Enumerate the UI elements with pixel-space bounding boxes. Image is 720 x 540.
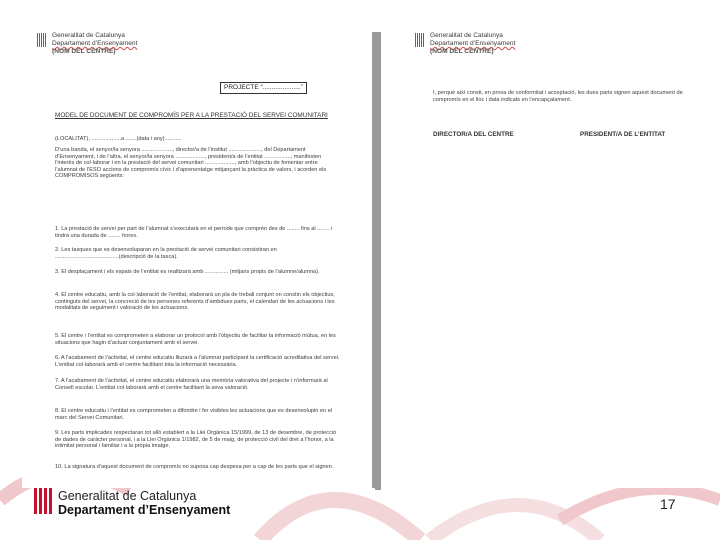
paragraph-3: 3. El desplaçament i els espais de l’entitat es realitzarà amb ............... (mitjans propis de l’alumne/alumna).: [55, 269, 320, 275]
paragraph-1: 1. La prestació de servei per part de l’alumnat s’executarà en el període que comprèn des de ........ fins al ........ i tindrà una durada de ........ hores.: [55, 226, 333, 239]
footer-organization: Generalitat de Catalunya: [58, 489, 197, 503]
left-header-centre: (NOM DEL CENTRE): [52, 48, 116, 55]
paragraph-6: 6. A l’acabament de l’activitat, el centre educatiu lliurarà a l’alumnat participant la certificació acreditativa del servei. L’entitat col·laborarà amb el centre facilitant tota la informació necessària.: [55, 355, 340, 368]
left-header-dept: Departament d’Ensenyament: [52, 40, 138, 47]
project-box: PROJECTE “.....................”: [220, 82, 307, 94]
paragraph-intro: D’una banda, el senyor/la senyora ...................., director/a de l’institut ....................., del Departament d’Ensenyament, i de l’altra, el senyor/la senyora ..................., president/a de l’entitat ................., manifesten l’interès de col·laborar i en la prestació del servei comunitari ..................., amb l’objectiu de fomentar entre l’alumnat de l’ESO accions de compromís cívic i d’aprenentatge mitjançant la pràctica de valors, i acorden els COMPROMISOS següents:: [55, 147, 327, 179]
place-date: (LOCALITAT), ...................a .......(data i any)...........: [55, 136, 182, 142]
right-header-org: Generalitat de Catalunya: [430, 32, 503, 39]
page-number: 17: [660, 496, 676, 512]
right-header-centre: (NOM DEL CENTRE): [430, 48, 494, 55]
gencat-logo-icon: [415, 33, 424, 47]
paragraph-4: 4. El centre educatiu, amb la col·laboració de l’entitat, elaborarà un pla de treball conjunt on constin els objectius, continguts del servei, la concreció de les persones referents d’ambdues parts, el calendari de les actuacions i les modalitats de seguiment i valoració de les actuacions.: [55, 292, 335, 311]
paragraph-9: 9. Les parts implicades respectaran tot allò establert a la Llei Orgànica 15/1999, de 13 de desembre, de protecció de dades de caràcter personal, i a la Llei Orgànica 1/1982, de 5 de maig, de protecció civil del dret a l’honor, a la intimitat personal i familiar i a la pròpia imatge.: [55, 430, 337, 449]
signature-president: PRESIDENT/A DE L’ENTITAT: [580, 131, 666, 138]
gencat-footer-logo-icon: [34, 488, 52, 514]
right-document-page: [400, 28, 700, 488]
paragraph-7: 7. A l’acabament de l’activitat, el centre educatiu elaborarà una memòria valorativa del projecte i n’informarà al Consell escolar. L’entitat col·laborarà amb el centre facilitant la seva valoració.: [55, 378, 328, 391]
paragraph-2: 2. Les tasques que es desenvoluparan en la prestació de servei comunitari consistiran en .........................................(descripció de la tasca).: [55, 247, 277, 260]
left-document-page: [22, 28, 372, 488]
document-title: MODEL DE DOCUMENT DE COMPROMÍS PER A LA PRESTACIÓ DEL SERVEI COMUNITARI: [55, 112, 328, 119]
signature-director: DIRECTOR/A DEL CENTRE: [433, 131, 514, 138]
page-separator: [375, 32, 381, 490]
paragraph-10: 10. La signatura d’aquest document de compromís no suposa cap despesa per a cap de les parts que el signen.: [55, 464, 334, 470]
closing-text: I, perquè així consti, en prova de conformitat i acceptació, les dues parts signen aquest document de compromís en el lloc i data indicats en l’encapçalament.: [433, 90, 683, 103]
right-header-dept: Departament d’Ensenyament: [430, 40, 516, 47]
paragraph-8: 8. El centre educatiu i l’entitat es comprometen a difondre i fer visibles les actuacions que es desenvolupin en el marc del Servei Comunitari.: [55, 408, 333, 421]
paragraph-5: 5. El centre i l’entitat es comprometen a elaborar un protocol amb l’objectiu de facilitar la informació mútua, en les situacions que hagin d’actuar conjuntament amb el servei.: [55, 333, 336, 346]
footer-department: Departament d’Ensenyament: [58, 503, 231, 517]
gencat-logo-icon: [37, 33, 46, 47]
left-header-org: Generalitat de Catalunya: [52, 32, 125, 39]
